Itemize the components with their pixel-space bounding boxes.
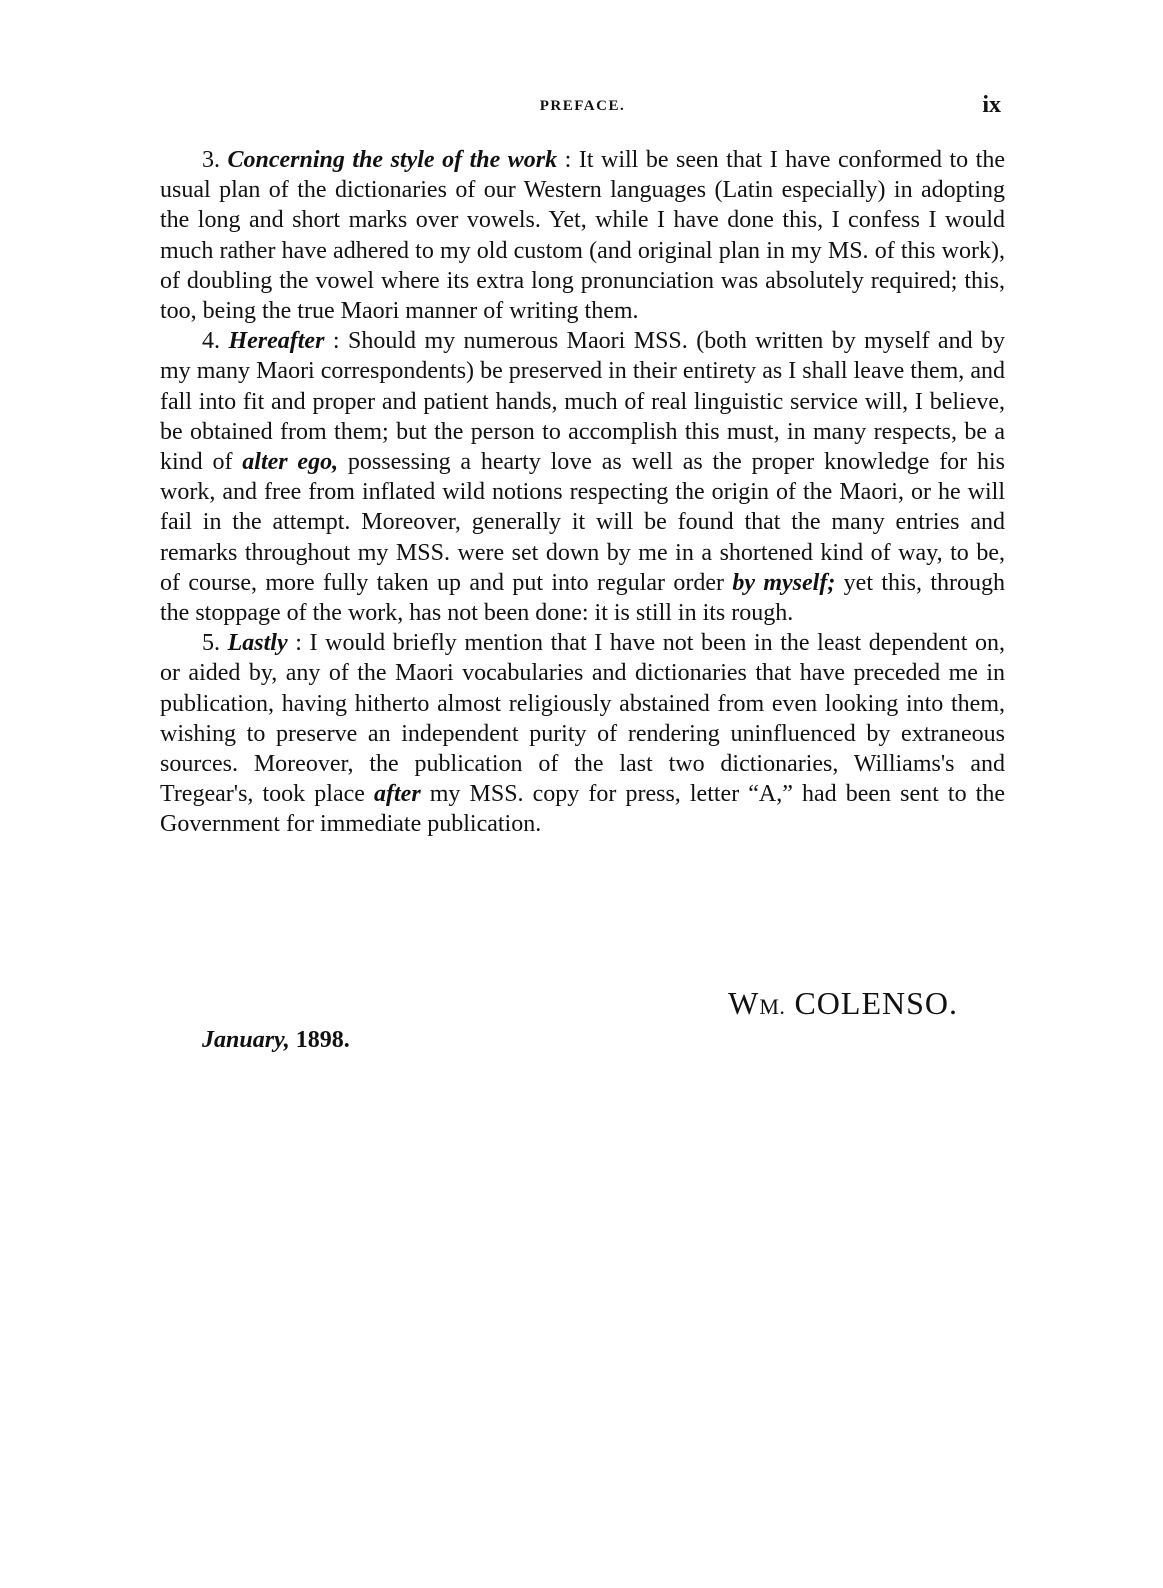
emphasis-text: after <box>374 781 421 808</box>
paragraph-text: I would briefly mention that I have not been in the least dependent on, or aided by, any of the Maori vocabularies and dictionaries that have preceded me in publication, having hitherto almost religiously abstained from even looking into them, wishing to preserve an independent purity of rendering uninfluenced by extraneous sources. Moreover, the publication of the last two dictionaries, Williams's and Tregear's, took place <box>160 630 1006 808</box>
paragraph-3 <box>160 145 1005 326</box>
paragraph-text: my MSS. copy for press, letter “A,” had been sent to the Government for immediate publication. <box>160 781 1005 838</box>
running-head <box>160 92 1005 122</box>
dateline <box>202 1027 350 1054</box>
paragraph-text: possessing a hearty love as well as the proper knowledge for his work, and free from inflated wild notions respecting the origin of the Maori, or he will fail in the attempt. Moreover, generally it will be found that the many entries and remarks throughout my MSS. were set down by me in a shortened kind of way, to be, of course, more fully taken up and put into regular order <box>160 449 1005 596</box>
heading-colon: : <box>287 630 302 657</box>
paragraph-number: 5. <box>202 630 220 657</box>
heading-colon: : <box>324 328 340 355</box>
paragraph-5 <box>160 628 1005 839</box>
emphasis-text: alter ego, <box>242 449 339 476</box>
paragraph-heading: Concerning the style of the work <box>227 147 558 173</box>
dateline-month: January, <box>202 1027 290 1053</box>
emphasis-text: by myself; <box>732 569 836 596</box>
dateline-year: 1898. <box>295 1027 350 1053</box>
paragraph-text: yet this, through the stoppage of the work, has not been done: it is still in its rough. <box>160 569 1006 627</box>
author-signature <box>728 985 958 1022</box>
paragraph-heading: Lastly <box>227 630 288 657</box>
signature-small-caps: M. <box>759 994 786 1019</box>
page-number: ix <box>982 92 1001 118</box>
paragraph-text: Should my numerous Maori MSS. (both written by myself and by my many Maori correspondents) be preserved in their entirety as I shall leave them, and fall into fit and proper and patient hands, much of real linguistic service will, I believe, be obtained from them; but the person to accomplish this must, in many respects, be a kind of <box>160 328 1006 476</box>
signature-initial: W <box>728 985 760 1021</box>
paragraph-number: 4. <box>202 328 220 355</box>
paragraph-number: 3. <box>202 147 220 173</box>
body-text <box>160 145 1005 840</box>
signature-surname: COLENSO. <box>794 985 958 1021</box>
heading-colon: : <box>564 147 572 173</box>
running-title: PREFACE. <box>539 98 626 114</box>
paragraph-heading: Hereafter <box>228 328 325 355</box>
paragraph-4 <box>160 326 1005 628</box>
paragraph-text: It will be seen that I have conformed to the usual plan of the dictionaries of our Western languages (Latin especially) in adopting the long and short marks over vowels. Yet, while I have done this, I confess I would much rather have adhered to my old custom (and original plan in my MS. of this work), of doubling the vowel where its extra long pronunciation was absolutely required; this, too, being the true Maori manner of writing them. <box>160 147 1005 325</box>
